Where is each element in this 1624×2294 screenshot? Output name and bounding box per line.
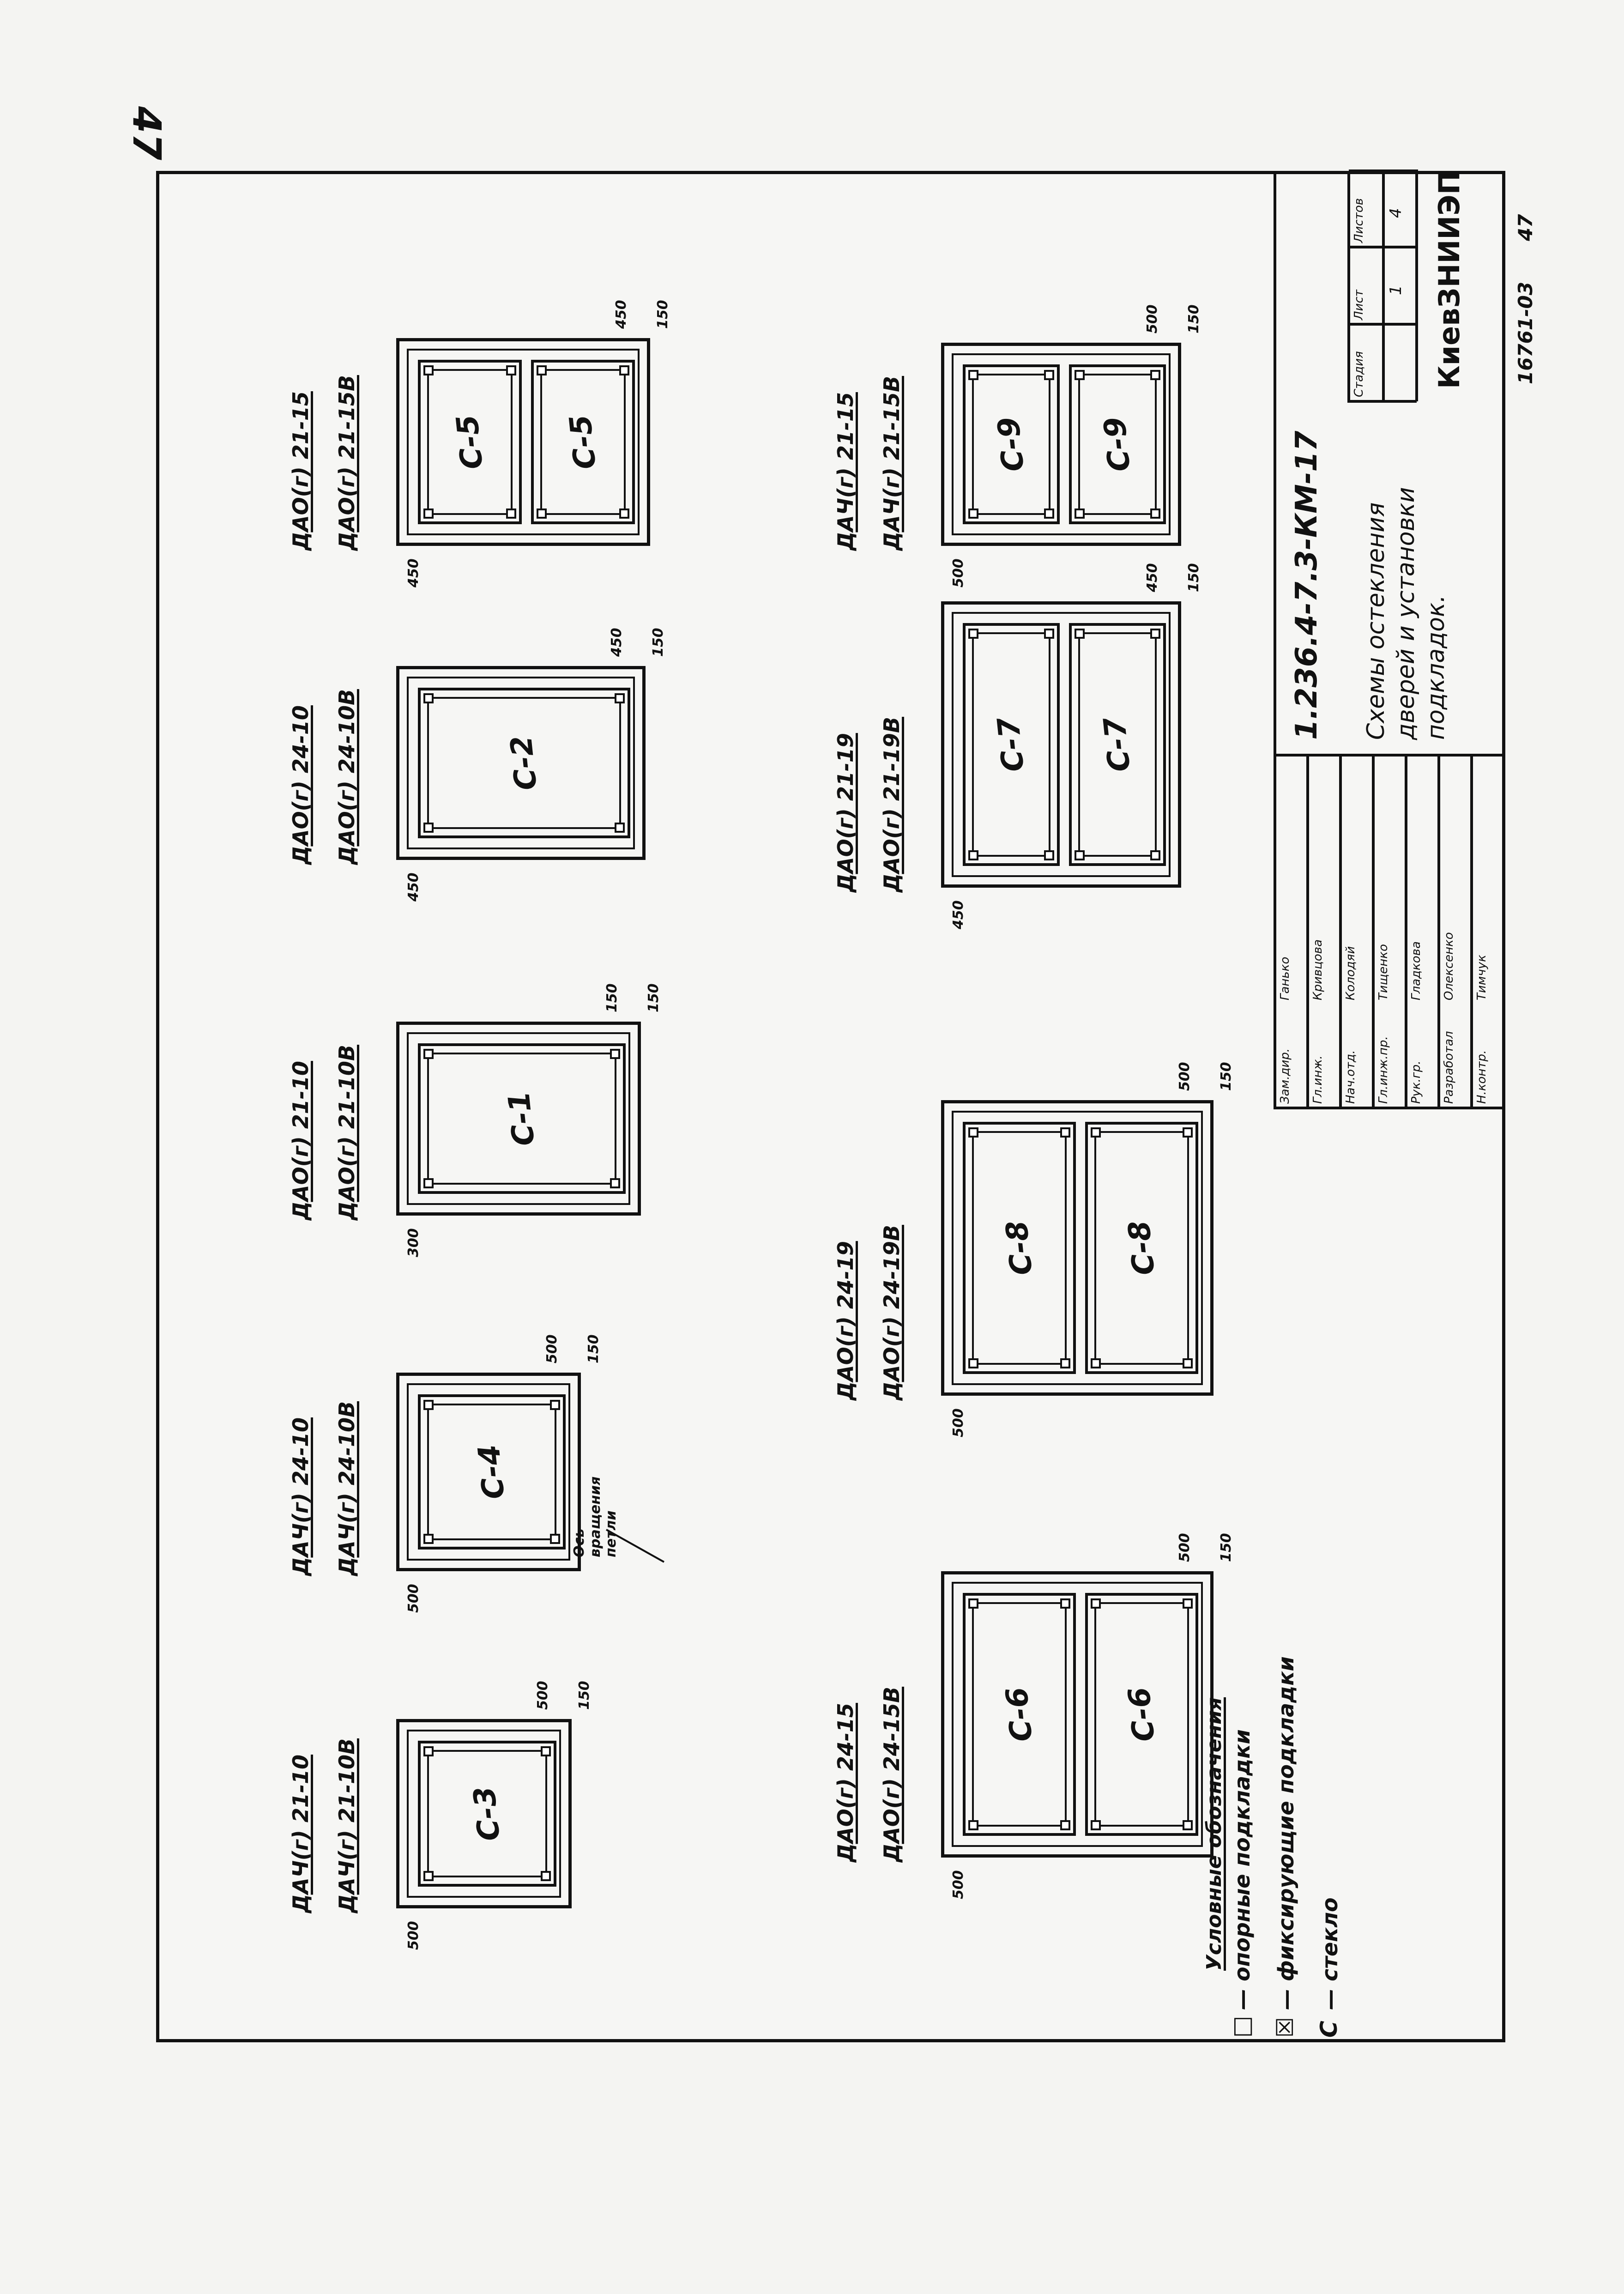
door-mark: ДАЧ(г) 21-10 [288,1755,313,1913]
glass-mark: С-6 [1122,1685,1162,1743]
door-mark-variant: ДАО(г) 21-10В [334,1045,359,1220]
legend-text: — стекло [1317,1897,1342,2010]
signature-role: Гл.инж.пр. [1376,1036,1390,1104]
signature-row [1275,755,1308,1108]
legend-title: Условные обозначения [1202,1697,1226,1971]
copy-number: 47 [1514,214,1537,241]
door-mark: ДАО(г) 21-15 [288,391,313,551]
door-mark-variant: ДАО(г) 24-10В [334,689,359,865]
organization: КиевЗНИИЭП [1432,170,1466,389]
dim-side-label: 150 [646,983,662,1012]
dim-bottom-label: 150 [604,983,620,1012]
glass-mark: С-6 [999,1685,1039,1743]
door-mark-variant: ДАЧ(г) 21-15В [879,375,904,551]
dim-bottom-label: 450 [609,628,625,657]
sheet-title: Схемы остекления дверей и установки подкладок. [1362,487,1450,740]
signature-role: Нач.отд. [1344,1050,1358,1104]
signature-row [1472,755,1504,1108]
signature-role: Зам.дир. [1278,1048,1292,1104]
dim-bottom-label: 500 [1177,1062,1193,1091]
glass-mark: С-9 [991,415,1031,473]
door-mark: ДАО(г) 24-15 [833,1703,858,1862]
dim-side-label: 150 [650,628,666,657]
hinge-axis-label: Ось вращения петли [571,1476,619,1557]
legend-symbol: □ [1228,2016,1255,2038]
door-mark: ДАЧ(г) 21-15 [833,392,858,551]
signature-name: Тимчук [1475,955,1489,1000]
inventory-number: 16761-03 [1514,282,1537,384]
dim-top-label: 500 [405,1921,422,1950]
signature-role: Гл.инж. [1311,1055,1325,1104]
door-mark: ДАО(г) 21-10 [288,1061,313,1220]
door-mark: ДАО(г) 24-19 [833,1241,858,1400]
legend-symbol: С [1316,2021,1342,2038]
sheet-number-handwritten: 47 [124,106,169,160]
dim-bottom-label: 500 [544,1334,560,1363]
legend-text: — фиксирующие подкладки [1274,1656,1298,2010]
glass-mark: С-1 [502,1089,542,1148]
sheet-code: 1.236.4-7.3-КМ-17 [1290,430,1324,740]
glass-mark: С-5 [563,413,603,471]
door-mark-variant: ДАО(г) 21-15В [334,375,359,551]
door-mark-variant: ДАЧ(г) 21-10В [334,1738,359,1913]
dim-side-label: 150 [1218,1533,1234,1562]
glass-mark: С-7 [991,715,1031,774]
dim-top-label: 450 [405,558,422,587]
glass-mark: С-5 [450,413,490,471]
dim-bottom-label: 450 [1144,563,1160,592]
signatures-table [1274,754,1505,1109]
legend-symbol: ☒ [1272,2017,1298,2038]
sheet-value: 1 [1383,247,1418,324]
rotated-drawing [156,170,1537,2042]
glass-mark: С-3 [467,1785,507,1843]
glass-mark: С-2 [504,734,544,792]
dim-side-label: 150 [1186,563,1202,592]
dim-side-label: 150 [586,1334,602,1363]
signature-name: Олексенко [1442,932,1456,1000]
stage-table [1347,171,1417,403]
signature-row [1406,755,1439,1108]
dim-top-label: 300 [405,1228,422,1257]
stage-header: Стадия [1349,324,1383,401]
dim-bottom-label: 500 [535,1681,551,1710]
signature-name: Гладкова [1409,941,1423,1000]
signature-row [1439,755,1472,1108]
signature-row [1340,755,1373,1108]
door-mark: ДАО(г) 24-10 [288,705,313,865]
dim-bottom-label: 500 [1144,304,1160,333]
door-mark-variant: ДАО(г) 24-15В [879,1687,904,1862]
signature-role: Разработал [1442,1031,1456,1104]
dim-top-label: 500 [950,558,966,587]
legend-text: — опорные подкладки [1230,1729,1255,2010]
signature-name: Колодяй [1344,946,1358,1000]
dim-side-label: 150 [655,300,671,329]
signature-name: Кривцова [1311,939,1325,1000]
signature-name: Тищенко [1376,944,1390,1000]
door-mark-variant: ДАО(г) 21-19В [879,717,904,892]
door-mark: ДАО(г) 21-19 [833,733,858,892]
door-mark-variant: ДАЧ(г) 24-10В [334,1401,359,1576]
door-mark: ДАЧ(г) 24-10 [288,1417,313,1576]
signature-role: Рук.гр. [1409,1060,1423,1104]
dim-top-label: 500 [950,1408,966,1437]
title-block [1274,171,1505,1109]
signature-row [1308,755,1340,1108]
dim-bottom-label: 500 [1177,1533,1193,1562]
sheets-value: 4 [1383,169,1418,247]
glass-mark: С-9 [1098,415,1137,473]
dim-top-label: 500 [950,1870,966,1899]
signature-row [1373,755,1406,1108]
sheet-header: Лист [1349,247,1383,324]
signature-role: Н.контр. [1475,1050,1489,1104]
door-mark-variant: ДАО(г) 24-19В [879,1225,904,1400]
dim-top-label: 450 [405,872,422,902]
dim-side-label: 150 [1218,1062,1234,1091]
signature-name: Ганько [1278,956,1292,1000]
sheets-header: Листов [1349,169,1383,247]
glass-mark: С-8 [999,1219,1039,1277]
dim-bottom-label: 450 [613,300,629,329]
dim-top-label: 450 [950,900,966,929]
dim-side-label: 150 [1186,304,1202,333]
dim-side-label: 150 [576,1681,592,1710]
dim-top-label: 500 [405,1584,422,1613]
glass-mark: С-4 [472,1443,512,1501]
glass-mark: С-8 [1122,1219,1162,1277]
stage-value [1383,324,1418,401]
glass-mark: С-7 [1098,715,1137,774]
